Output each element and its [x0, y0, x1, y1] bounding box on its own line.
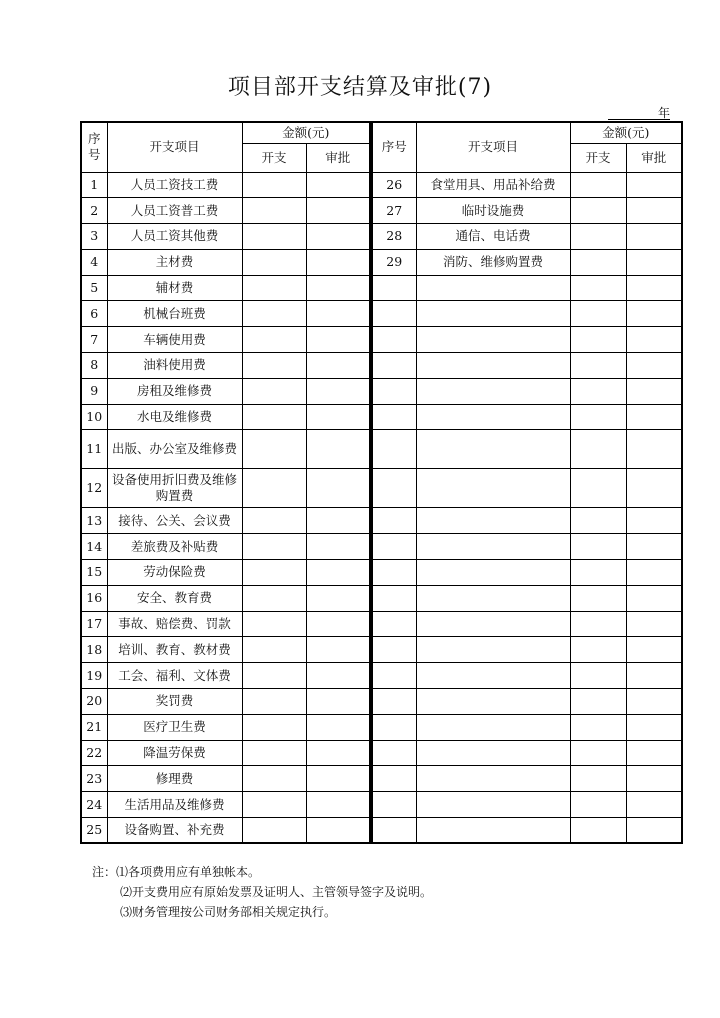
row-number: 9 [81, 378, 107, 404]
table-row [372, 327, 682, 353]
table-row [81, 275, 370, 301]
table-row [372, 637, 682, 663]
expense-table-right [371, 121, 683, 844]
table-row [81, 198, 370, 224]
row-item: 辅材费 [107, 275, 242, 301]
table-row [81, 378, 370, 404]
row-number: 8 [81, 353, 107, 379]
approve-amount-cell[interactable] [306, 560, 370, 586]
table-row [372, 249, 682, 275]
approve-amount-cell[interactable] [306, 378, 370, 404]
row-item: 接待、公关、会议费 [107, 508, 242, 534]
row-number [372, 560, 416, 586]
row-item [416, 430, 570, 469]
row-number: 22 [81, 740, 107, 766]
table-row [81, 560, 370, 586]
approve-amount-cell[interactable] [306, 611, 370, 637]
table-row [372, 663, 682, 689]
item-header: 开支项目 [416, 122, 570, 172]
row-item [416, 714, 570, 740]
approve-amount-cell[interactable] [306, 275, 370, 301]
expense-amount-cell[interactable] [242, 172, 306, 198]
expense-amount-cell[interactable] [570, 404, 626, 430]
row-number: 25 [81, 818, 107, 844]
expense-amount-cell[interactable] [570, 792, 626, 818]
approve-amount-cell[interactable] [626, 585, 682, 611]
approve-header: 审批 [626, 143, 682, 172]
item-header: 开支项目 [107, 122, 242, 172]
row-number [372, 430, 416, 469]
page-title: 项目部开支结算及审批(7) [227, 75, 493, 100]
expense-amount-cell[interactable] [242, 611, 306, 637]
approve-amount-cell[interactable] [306, 534, 370, 560]
expense-amount-cell[interactable] [570, 172, 626, 198]
row-number [372, 469, 416, 508]
row-number: 17 [81, 611, 107, 637]
row-item: 修理费 [107, 766, 242, 792]
row-number: 16 [81, 585, 107, 611]
year-field: 年 [608, 104, 670, 120]
approve-amount-cell[interactable] [626, 469, 682, 508]
approve-amount-cell[interactable] [626, 766, 682, 792]
approve-amount-cell[interactable] [306, 327, 370, 353]
approve-amount-cell[interactable] [626, 275, 682, 301]
row-item [416, 585, 570, 611]
expense-amount-cell[interactable] [242, 585, 306, 611]
row-number: 24 [81, 792, 107, 818]
approve-amount-cell[interactable] [306, 792, 370, 818]
row-number: 3 [81, 224, 107, 250]
row-item: 车辆使用费 [107, 327, 242, 353]
expense-amount-cell[interactable] [242, 404, 306, 430]
row-item [416, 689, 570, 715]
expense-amount-cell[interactable] [242, 663, 306, 689]
approve-amount-cell[interactable] [306, 637, 370, 663]
table-row [372, 508, 682, 534]
table-row [81, 469, 370, 508]
table-row [81, 740, 370, 766]
table-row [81, 766, 370, 792]
table-row [81, 301, 370, 327]
row-number [372, 818, 416, 844]
approve-amount-cell[interactable] [306, 469, 370, 508]
row-item [416, 534, 570, 560]
expense-amount-cell[interactable] [242, 198, 306, 224]
row-item: 食堂用具、用品补给费 [416, 172, 570, 198]
approve-amount-cell[interactable] [626, 198, 682, 224]
expense-amount-cell[interactable] [570, 275, 626, 301]
row-item: 主材费 [107, 249, 242, 275]
row-number: 7 [81, 327, 107, 353]
row-item [416, 353, 570, 379]
expense-amount-cell[interactable] [570, 430, 626, 469]
row-number: 12 [81, 469, 107, 508]
approve-amount-cell[interactable] [626, 818, 682, 844]
expense-amount-cell[interactable] [242, 766, 306, 792]
expense-amount-cell[interactable] [570, 560, 626, 586]
row-item: 人员工资技工费 [107, 172, 242, 198]
expense-amount-cell[interactable] [242, 327, 306, 353]
table-row [372, 714, 682, 740]
approve-amount-cell[interactable] [306, 585, 370, 611]
expense-amount-cell[interactable] [570, 224, 626, 250]
row-number: 2 [81, 198, 107, 224]
row-number: 29 [372, 249, 416, 275]
row-number [372, 508, 416, 534]
expense-amount-cell[interactable] [242, 689, 306, 715]
table-row [81, 508, 370, 534]
row-number: 15 [81, 560, 107, 586]
approve-amount-cell[interactable] [306, 224, 370, 250]
expense-amount-cell[interactable] [242, 430, 306, 469]
row-item: 人员工资其他费 [107, 224, 242, 250]
expense-amount-cell[interactable] [570, 378, 626, 404]
approve-amount-cell[interactable] [626, 249, 682, 275]
approve-amount-cell[interactable] [626, 404, 682, 430]
expense-amount-cell[interactable] [242, 714, 306, 740]
note-line: ⑶财务管理按公司财务部相关规定执行。 [120, 905, 337, 919]
seq-header: 序号 [372, 122, 416, 172]
expense-amount-cell[interactable] [242, 818, 306, 844]
row-item [416, 327, 570, 353]
row-item: 工会、福利、文体费 [107, 663, 242, 689]
row-item: 水电及维修费 [107, 404, 242, 430]
approve-amount-cell[interactable] [306, 430, 370, 469]
row-number: 4 [81, 249, 107, 275]
expense-amount-cell[interactable] [242, 792, 306, 818]
expense-amount-cell[interactable] [570, 353, 626, 379]
expense-amount-cell[interactable] [570, 534, 626, 560]
row-number [372, 740, 416, 766]
table-row [81, 714, 370, 740]
table-row [81, 172, 370, 198]
expense-amount-cell[interactable] [570, 249, 626, 275]
row-item [416, 469, 570, 508]
note-line: ⑵开支费用应有原始发票及证明人、主管领导签字及说明。 [120, 885, 433, 899]
expense-amount-cell[interactable] [242, 224, 306, 250]
row-number [372, 611, 416, 637]
row-number: 21 [81, 714, 107, 740]
row-number: 26 [372, 172, 416, 198]
approve-amount-cell[interactable] [626, 378, 682, 404]
row-number [372, 585, 416, 611]
approve-amount-cell[interactable] [626, 560, 682, 586]
expense-amount-cell[interactable] [570, 198, 626, 224]
expense-amount-cell[interactable] [570, 585, 626, 611]
row-item: 机械台班费 [107, 301, 242, 327]
expense-amount-cell[interactable] [570, 818, 626, 844]
row-number: 23 [81, 766, 107, 792]
table-row [372, 585, 682, 611]
expense-amount-cell[interactable] [570, 508, 626, 534]
table-row [372, 430, 682, 469]
expense-amount-cell[interactable] [242, 249, 306, 275]
table-row [372, 792, 682, 818]
approve-amount-cell[interactable] [306, 353, 370, 379]
expense-amount-cell[interactable] [570, 766, 626, 792]
row-item: 设备使用折旧费及维修购置费 [107, 469, 242, 508]
approve-amount-cell[interactable] [306, 198, 370, 224]
table-row [81, 689, 370, 715]
table-row [372, 534, 682, 560]
expense-amount-cell[interactable] [570, 611, 626, 637]
row-number [372, 766, 416, 792]
row-item: 事故、赔偿费、罚款 [107, 611, 242, 637]
expense-amount-cell[interactable] [570, 327, 626, 353]
expense-amount-cell[interactable] [242, 637, 306, 663]
row-number [372, 275, 416, 301]
approve-amount-cell[interactable] [306, 404, 370, 430]
table-row [81, 224, 370, 250]
row-number: 1 [81, 172, 107, 198]
row-item: 临时设施费 [416, 198, 570, 224]
expense-amount-cell[interactable] [242, 508, 306, 534]
row-item [416, 301, 570, 327]
row-number: 5 [81, 275, 107, 301]
expense-amount-cell[interactable] [242, 469, 306, 508]
row-number: 11 [81, 430, 107, 469]
approve-amount-cell[interactable] [626, 714, 682, 740]
amount-header: 金额(元) [570, 122, 682, 143]
table-row [81, 792, 370, 818]
approve-amount-cell[interactable] [626, 637, 682, 663]
approve-amount-cell[interactable] [306, 663, 370, 689]
approve-amount-cell[interactable] [626, 172, 682, 198]
row-number [372, 301, 416, 327]
row-number: 18 [81, 637, 107, 663]
expense-amount-cell[interactable] [570, 689, 626, 715]
row-number [372, 353, 416, 379]
expense-amount-cell[interactable] [242, 275, 306, 301]
table-row [372, 689, 682, 715]
approve-amount-cell[interactable] [306, 508, 370, 534]
expense-amount-cell[interactable] [570, 663, 626, 689]
row-item [416, 766, 570, 792]
expense-amount-cell[interactable] [242, 534, 306, 560]
row-item: 医疗卫生费 [107, 714, 242, 740]
amount-header: 金额(元) [242, 122, 370, 143]
approve-amount-cell[interactable] [626, 353, 682, 379]
approve-amount-cell[interactable] [306, 172, 370, 198]
table-row [372, 560, 682, 586]
row-item: 出版、办公室及维修费 [107, 430, 242, 469]
row-item: 房租及维修费 [107, 378, 242, 404]
table-row [81, 327, 370, 353]
expense-amount-cell[interactable] [242, 301, 306, 327]
row-number: 6 [81, 301, 107, 327]
row-item [416, 275, 570, 301]
approve-amount-cell[interactable] [626, 508, 682, 534]
table-row [372, 611, 682, 637]
row-number: 13 [81, 508, 107, 534]
row-item: 降温劳保费 [107, 740, 242, 766]
row-number: 19 [81, 663, 107, 689]
row-item: 培训、教育、教材费 [107, 637, 242, 663]
table-row [372, 740, 682, 766]
row-number [372, 378, 416, 404]
table-row [372, 378, 682, 404]
table-row [81, 818, 370, 844]
approve-amount-cell[interactable] [306, 714, 370, 740]
row-item [416, 818, 570, 844]
note-line: ⑴各项费用应有单独帐本。 [116, 865, 261, 879]
row-number: 28 [372, 224, 416, 250]
row-item [416, 560, 570, 586]
expense-amount-cell[interactable] [242, 560, 306, 586]
row-item: 安全、教育费 [107, 585, 242, 611]
table-row [372, 818, 682, 844]
row-number [372, 637, 416, 663]
table-row [81, 353, 370, 379]
expense-amount-cell[interactable] [242, 378, 306, 404]
table-row [81, 585, 370, 611]
approve-header: 审批 [306, 143, 370, 172]
seq-header: 序 号 [81, 122, 107, 172]
table-row [81, 637, 370, 663]
expense-header: 开支 [242, 143, 306, 172]
row-item [416, 740, 570, 766]
approve-amount-cell[interactable] [626, 430, 682, 469]
row-number [372, 534, 416, 560]
expense-amount-cell[interactable] [242, 740, 306, 766]
expense-table-left [80, 121, 371, 844]
approve-amount-cell[interactable] [306, 766, 370, 792]
row-number [372, 327, 416, 353]
row-number [372, 663, 416, 689]
approve-amount-cell[interactable] [626, 663, 682, 689]
approve-amount-cell[interactable] [626, 611, 682, 637]
approve-amount-cell[interactable] [306, 689, 370, 715]
table-row [81, 611, 370, 637]
approve-amount-cell[interactable] [626, 301, 682, 327]
table-row [81, 404, 370, 430]
approve-amount-cell[interactable] [626, 224, 682, 250]
expense-amount-cell[interactable] [570, 714, 626, 740]
approve-amount-cell[interactable] [306, 249, 370, 275]
row-number: 14 [81, 534, 107, 560]
approve-amount-cell[interactable] [626, 740, 682, 766]
approve-amount-cell[interactable] [626, 327, 682, 353]
expense-header: 开支 [570, 143, 626, 172]
table-row [372, 469, 682, 508]
table-row [372, 275, 682, 301]
row-number [372, 404, 416, 430]
row-item: 人员工资普工费 [107, 198, 242, 224]
approve-amount-cell[interactable] [306, 301, 370, 327]
row-item: 设备购置、补充费 [107, 818, 242, 844]
row-number [372, 792, 416, 818]
expense-amount-cell[interactable] [570, 740, 626, 766]
row-item: 消防、维修购置费 [416, 249, 570, 275]
expense-amount-cell[interactable] [570, 301, 626, 327]
approve-amount-cell[interactable] [306, 740, 370, 766]
table-row [372, 404, 682, 430]
row-number: 27 [372, 198, 416, 224]
row-item [416, 611, 570, 637]
row-item [416, 378, 570, 404]
row-item [416, 508, 570, 534]
expense-amount-cell[interactable] [570, 469, 626, 508]
table-row [372, 353, 682, 379]
notes-prefix: 注： [92, 865, 117, 879]
approve-amount-cell[interactable] [626, 689, 682, 715]
notes [92, 862, 432, 922]
table-row [81, 430, 370, 469]
row-number: 20 [81, 689, 107, 715]
row-item [416, 404, 570, 430]
row-item [416, 663, 570, 689]
row-item [416, 637, 570, 663]
row-item: 油料使用费 [107, 353, 242, 379]
table-row [372, 301, 682, 327]
row-item: 通信、电话费 [416, 224, 570, 250]
table-row [81, 663, 370, 689]
table-row [372, 172, 682, 198]
row-number: 10 [81, 404, 107, 430]
row-item: 差旅费及补贴费 [107, 534, 242, 560]
table-row [372, 198, 682, 224]
expense-amount-cell[interactable] [242, 353, 306, 379]
approve-amount-cell[interactable] [626, 534, 682, 560]
approve-amount-cell[interactable] [306, 818, 370, 844]
approve-amount-cell[interactable] [626, 792, 682, 818]
row-item [416, 792, 570, 818]
table-row [372, 766, 682, 792]
row-number [372, 689, 416, 715]
expense-amount-cell[interactable] [570, 637, 626, 663]
table-row [372, 224, 682, 250]
row-item: 生活用品及维修费 [107, 792, 242, 818]
table-row [81, 249, 370, 275]
row-number [372, 714, 416, 740]
row-item: 奖罚费 [107, 689, 242, 715]
row-item: 劳动保险费 [107, 560, 242, 586]
table-row [81, 534, 370, 560]
